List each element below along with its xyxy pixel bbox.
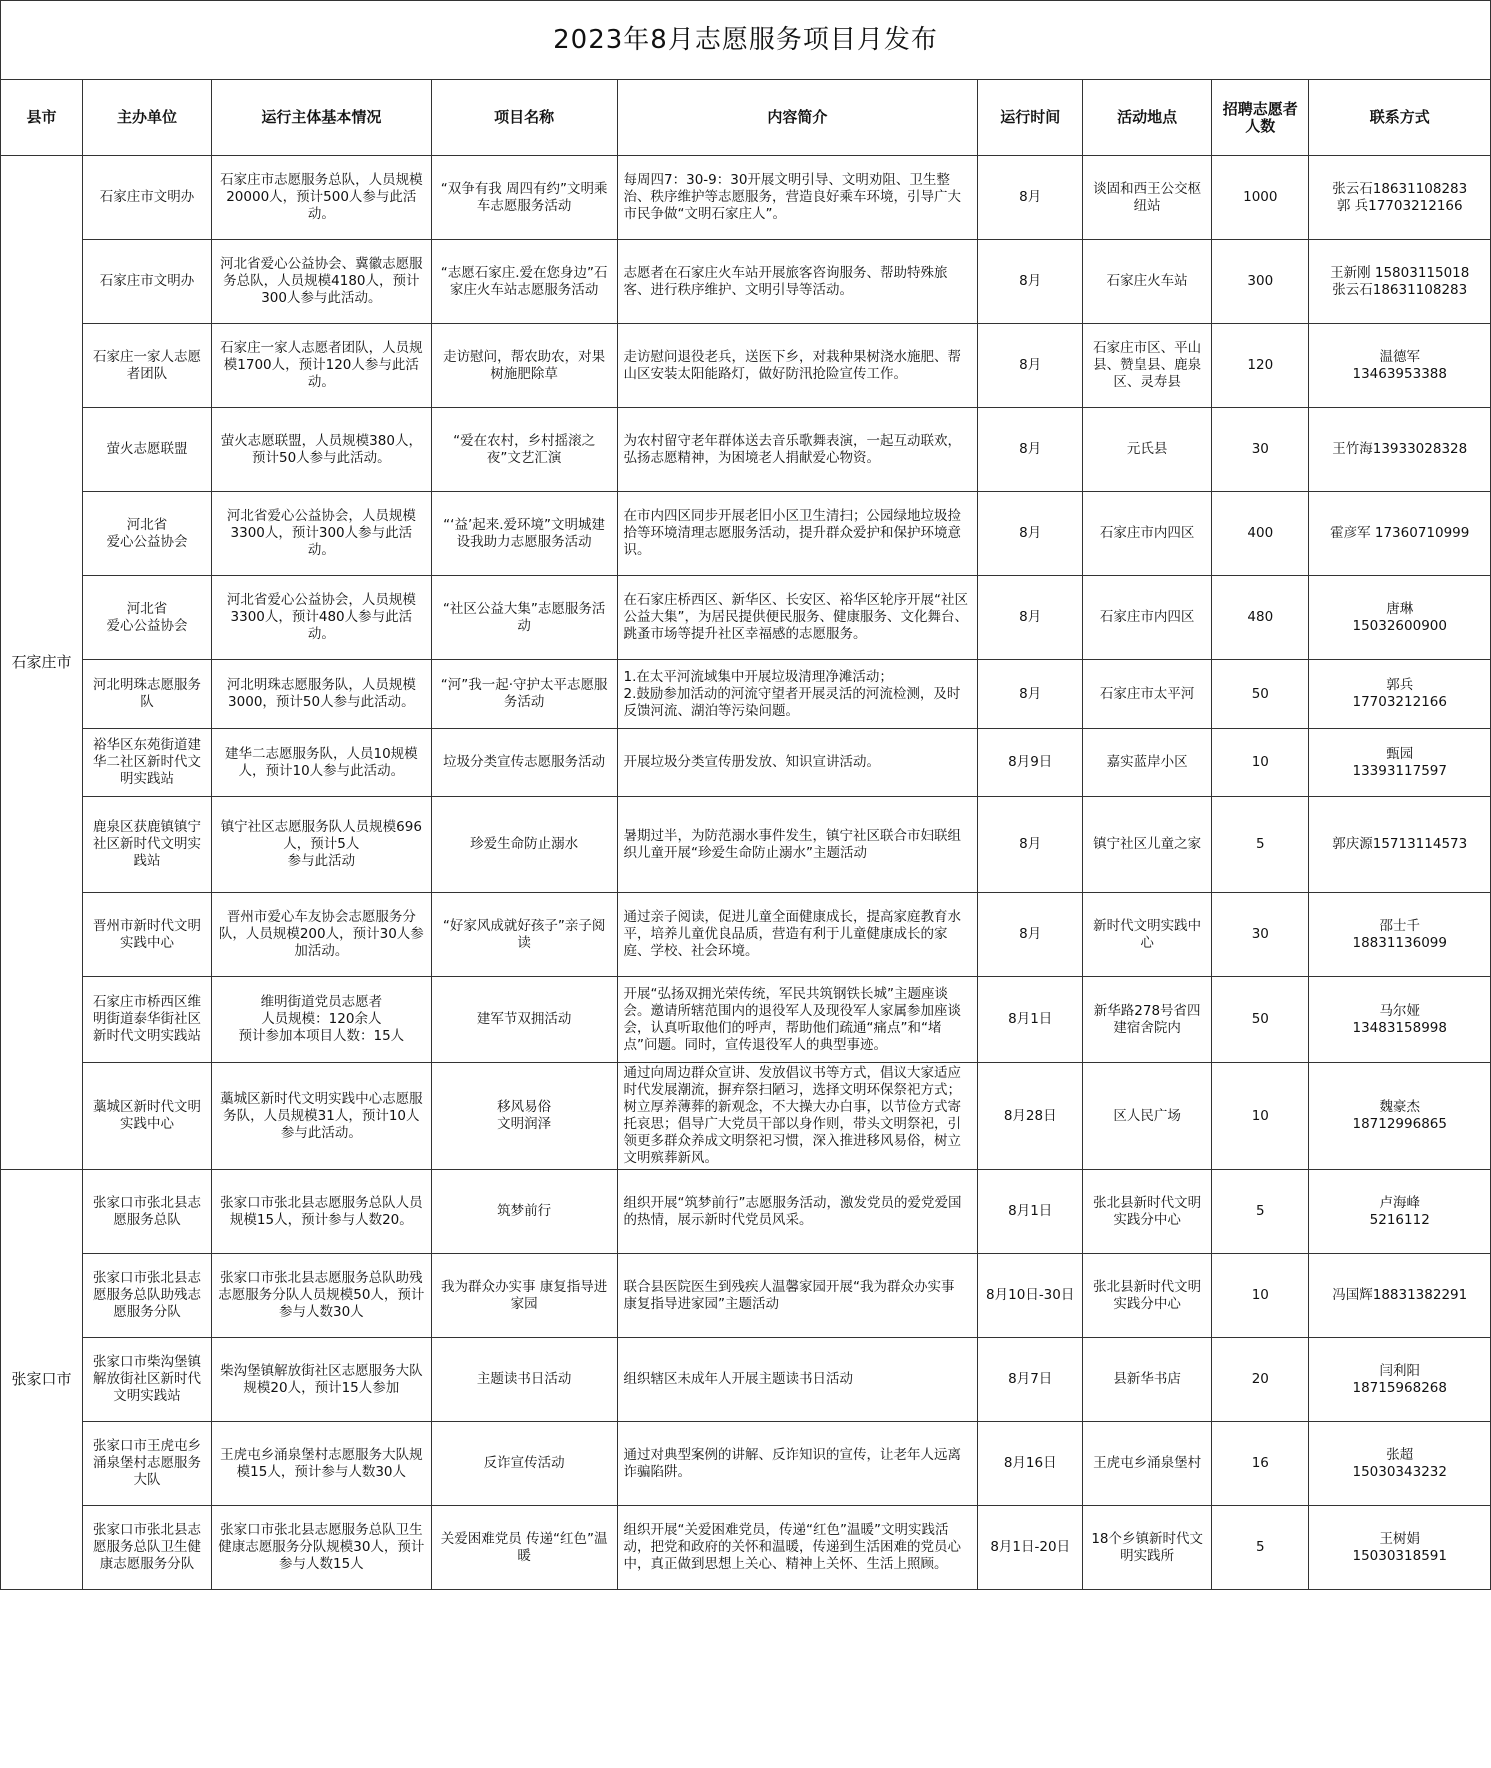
- project-name-cell: 关爱困难党员 传递“红色”温暖: [431, 1506, 617, 1590]
- organizer-cell: 裕华区东苑街道建华二社区新时代文明实践站: [82, 729, 211, 797]
- volunteer-count-cell: 20: [1212, 1338, 1309, 1422]
- project-name-cell: 走访慰问，帮农助农，对果树施肥除草: [431, 324, 617, 408]
- contact-line: 卢海峰: [1379, 1194, 1420, 1211]
- volunteer-count-cell: 10: [1212, 1063, 1309, 1170]
- contact-cell: [1309, 1170, 1491, 1254]
- basic-info-cell: 石家庄市志愿服务总队，人员规模20000人，预计500人参与此活动。: [211, 156, 431, 240]
- basic-info-cell: 石家庄一家人志愿者团队，人员规模1700人，预计120人参与此活动。: [211, 324, 431, 408]
- organizer-cell: 藁城区新时代文明实践中心: [82, 1063, 211, 1170]
- col-header-place: 活动地点: [1083, 80, 1212, 156]
- organizer-cell: 萤火志愿联盟: [82, 408, 211, 492]
- project-name-cell: 我为群众办实事 康复指导进家园: [431, 1254, 617, 1338]
- place-cell: 石家庄市内四区: [1083, 492, 1212, 576]
- volunteer-count-cell: 400: [1212, 492, 1309, 576]
- basic-info-cell: 张家口市张北县志愿服务总队助残志愿服务分队人员规模50人，预计参与人数30人: [211, 1254, 431, 1338]
- content-cell: 1.在太平河流域集中开展垃圾清理净滩活动； 2.鼓励参加活动的河流守望者开展灵活的河流检测，及时反馈河流、湖泊等污染问题。: [617, 660, 978, 729]
- project-name-cell: “‘益’起来.爱环境”文明城建设我助力志愿服务活动: [431, 492, 617, 576]
- contact-cell: [1309, 1338, 1491, 1422]
- col-header-project-name: 项目名称: [431, 80, 617, 156]
- content-cell: 每周四7：30-9：30开展文明引导、文明劝阻、卫生整治、秩序维护等志愿服务，营造良好乘车环境，引导广大市民争做“文明石家庄人”。: [617, 156, 978, 240]
- col-header-content: 内容简介: [617, 80, 978, 156]
- volunteer-count-cell: 120: [1212, 324, 1309, 408]
- page-title: 2023年8月志愿服务项目月发布: [1, 1, 1491, 80]
- table-row: [1, 660, 1491, 729]
- contact-line: 15032600900: [1352, 617, 1447, 634]
- place-cell: 新时代文明实践中心: [1083, 893, 1212, 977]
- contact-cell: [1309, 893, 1491, 977]
- content-cell: 在石家庄桥西区、新华区、长安区、裕华区轮序开展“社区公益大集”，为居民提供便民服务、健康服务、文化舞台、跳蚤市场等提升社区幸福感的志愿服务。: [617, 576, 978, 660]
- table-row: [1, 1506, 1491, 1590]
- content-cell: 开展“弘扬双拥光荣传统，军民共筑钢铁长城”主题座谈会。邀请所辖范围内的退役军人及现役军人家属参加座谈会，认真听取他们的呼声，帮助他们疏通“痛点”和“堵点”问题。同时，宣传退役军人的典型事迹。: [617, 977, 978, 1063]
- contact-cell: [1309, 1422, 1491, 1506]
- contact-line: 张超: [1386, 1446, 1414, 1463]
- place-cell: 新华路278号省四建宿舍院内: [1083, 977, 1212, 1063]
- header-row: [1, 80, 1491, 156]
- contact-line: 温德军: [1379, 348, 1420, 365]
- project-name-cell: “志愿石家庄.爱在您身边”石家庄火车站志愿服务活动: [431, 240, 617, 324]
- content-cell: 开展垃圾分类宣传册发放、知识宣讲活动。: [617, 729, 978, 797]
- contact-line: 13463953388: [1352, 365, 1447, 382]
- time-cell: 8月9日: [978, 729, 1083, 797]
- contact-cell: [1309, 408, 1491, 492]
- volunteer-count-cell: 10: [1212, 1254, 1309, 1338]
- basic-info-cell: 维明街道党员志愿者 人员规模：120余人 预计参加本项目人数：15人: [211, 977, 431, 1063]
- volunteer-count-cell: 5: [1212, 1170, 1309, 1254]
- organizer-cell: 石家庄市文明办: [82, 240, 211, 324]
- time-cell: 8月: [978, 492, 1083, 576]
- table-row: [1, 1170, 1491, 1254]
- basic-info-cell: 建华二志愿服务队，人员10规模人，预计10人参与此活动。: [211, 729, 431, 797]
- place-cell: 石家庄火车站: [1083, 240, 1212, 324]
- table-row: [1, 893, 1491, 977]
- project-name-cell: 主题读书日活动: [431, 1338, 617, 1422]
- basic-info-cell: 镇宁社区志愿服务队人员规模696人，预计5人 参与此活动: [211, 797, 431, 893]
- contact-cell: [1309, 797, 1491, 893]
- contact-line: 王新刚 15803115018: [1330, 264, 1470, 281]
- table-row: [1, 977, 1491, 1063]
- content-cell: 通过对典型案例的讲解、反诈知识的宣传，让老年人远离诈骗陷阱。: [617, 1422, 978, 1506]
- table-row: [1, 729, 1491, 797]
- content-cell: 志愿者在石家庄火车站开展旅客咨询服务、帮助特殊旅客、进行秩序维护、文明引导等活动。: [617, 240, 978, 324]
- table-row: [1, 324, 1491, 408]
- time-cell: 8月16日: [978, 1422, 1083, 1506]
- contact-line: 马尔娅: [1379, 1002, 1420, 1019]
- contact-cell: [1309, 977, 1491, 1063]
- contact-cell: [1309, 492, 1491, 576]
- table-row: [1, 1422, 1491, 1506]
- basic-info-cell: 藁城区新时代文明实践中心志愿服务队，人员规模31人，预计10人参与此活动。: [211, 1063, 431, 1170]
- table-row: [1, 156, 1491, 240]
- time-cell: 8月7日: [978, 1338, 1083, 1422]
- basic-info-cell: 河北省爱心公益协会、冀徽志愿服务总队，人员规模4180人，预计300人参与此活动。: [211, 240, 431, 324]
- volunteer-count-cell: 5: [1212, 797, 1309, 893]
- place-cell: 谈固和西王公交枢纽站: [1083, 156, 1212, 240]
- project-name-cell: 移风易俗 文明润泽: [431, 1063, 617, 1170]
- time-cell: 8月: [978, 240, 1083, 324]
- contact-line: 冯国辉18831382291: [1332, 1287, 1468, 1303]
- organizer-cell: 河北省 爱心公益协会: [82, 576, 211, 660]
- volunteer-count-cell: 480: [1212, 576, 1309, 660]
- col-header-basic-info: 运行主体基本情况: [211, 80, 431, 156]
- contact-cell: [1309, 660, 1491, 729]
- content-cell: 通过向周边群众宣讲、发放倡议书等方式，倡议大家适应时代发展潮流，摒弃祭扫陋习，选择文明环保祭祀方式；树立厚养薄葬的新观念，不大操大办白事，以节俭方式寄托哀思；倡导广大党员干部以身作则，带头文明祭祀，引领更多群众养成文明祭祀习惯，深入推进移风易俗，树立文明殡葬新风。: [617, 1063, 978, 1170]
- contact-cell: [1309, 1506, 1491, 1590]
- contact-line: 18831136099: [1352, 934, 1447, 951]
- contact-cell: [1309, 240, 1491, 324]
- volunteer-count-cell: 30: [1212, 893, 1309, 977]
- place-cell: 石家庄市内四区: [1083, 576, 1212, 660]
- table-row: [1, 240, 1491, 324]
- content-cell: 在市内四区同步开展老旧小区卫生清扫；公园绿地垃圾捡拾等环境清理志愿服务活动，提升群众爱护和保护环境意识。: [617, 492, 978, 576]
- organizer-cell: 鹿泉区获鹿镇镇宁社区新时代文明实践站: [82, 797, 211, 893]
- time-cell: 8月: [978, 660, 1083, 729]
- place-cell: 镇宁社区儿童之家: [1083, 797, 1212, 893]
- volunteer-count-cell: 30: [1212, 408, 1309, 492]
- volunteer-count-cell: 1000: [1212, 156, 1309, 240]
- contact-line: 张云石18631108283: [1332, 180, 1468, 197]
- contact-line: 闫利阳: [1379, 1362, 1420, 1379]
- project-name-cell: 垃圾分类宣传志愿服务活动: [431, 729, 617, 797]
- contact-line: 13393117597: [1352, 762, 1447, 779]
- project-name-cell: “社区公益大集”志愿服务活动: [431, 576, 617, 660]
- basic-info-cell: 柴沟堡镇解放街社区志愿服务大队规模20人，预计15人参加: [211, 1338, 431, 1422]
- organizer-cell: 石家庄一家人志愿者团队: [82, 324, 211, 408]
- content-cell: 暑期过半，为防范溺水事件发生，镇宁社区联合市妇联组织儿童开展“珍爱生命防止溺水”主题活动: [617, 797, 978, 893]
- col-header-volunteer-count: 招聘志愿者人数: [1212, 80, 1309, 156]
- contact-line: 郭 兵17703212166: [1336, 197, 1463, 214]
- contact-cell: [1309, 156, 1491, 240]
- contact-line: 甄园: [1386, 745, 1414, 762]
- contact-cell: [1309, 729, 1491, 797]
- contact-line: 13483158998: [1352, 1019, 1447, 1036]
- organizer-cell: 河北明珠志愿服务队: [82, 660, 211, 729]
- contact-line: 17703212166: [1352, 694, 1447, 710]
- time-cell: 8月10日-30日: [978, 1254, 1083, 1338]
- organizer-cell: 晋州市新时代文明实践中心: [82, 893, 211, 977]
- organizer-cell: 张家口市张北县志愿服务总队: [82, 1170, 211, 1254]
- organizer-cell: 张家口市王虎屯乡涌泉堡村志愿服务大队: [82, 1422, 211, 1506]
- content-cell: 组织开展“筑梦前行”志愿服务活动，激发党员的爱党爱国的热情，展示新时代党员风采。: [617, 1170, 978, 1254]
- place-cell: 张北县新时代文明实践分中心: [1083, 1170, 1212, 1254]
- contact-line: 15030343232: [1352, 1463, 1447, 1480]
- place-cell: 张北县新时代文明实践分中心: [1083, 1254, 1212, 1338]
- place-cell: 元氏县: [1083, 408, 1212, 492]
- contact-line: 15030318591: [1352, 1547, 1447, 1564]
- content-cell: 联合县医院医生到残疾人温馨家园开展“我为群众办实事 康复指导进家园”主题活动: [617, 1254, 978, 1338]
- project-name-cell: “爱在农村，乡村摇滚之夜”文艺汇演: [431, 408, 617, 492]
- place-cell: 石家庄市区、平山县、赞皇县、鹿泉区、灵寿县: [1083, 324, 1212, 408]
- volunteer-count-cell: 16: [1212, 1422, 1309, 1506]
- time-cell: 8月: [978, 408, 1083, 492]
- col-header-organizer: 主办单位: [82, 80, 211, 156]
- contact-line: 唐琳: [1386, 600, 1414, 617]
- contact-line: 郭兵: [1386, 677, 1414, 693]
- project-name-cell: 筑梦前行: [431, 1170, 617, 1254]
- col-header-county: 县市: [1, 80, 83, 156]
- contact-line: 霍彦军 17360710999: [1330, 525, 1470, 541]
- basic-info-cell: 晋州市爱心车友协会志愿服务分队，人员规模200人，预计30人参加活动。: [211, 893, 431, 977]
- project-name-cell: “好家风成就好孩子”亲子阅读: [431, 893, 617, 977]
- time-cell: 8月: [978, 324, 1083, 408]
- col-header-contact: 联系方式: [1309, 80, 1491, 156]
- contact-line: 邵士千: [1379, 917, 1420, 934]
- table-row: [1, 1338, 1491, 1422]
- contact-line: 魏豪杰: [1379, 1099, 1420, 1115]
- volunteer-count-cell: 50: [1212, 977, 1309, 1063]
- contact-cell: [1309, 324, 1491, 408]
- time-cell: 8月1日: [978, 1170, 1083, 1254]
- table-row: [1, 408, 1491, 492]
- county-cell: 石家庄市: [1, 156, 83, 1170]
- content-cell: 通过亲子阅读，促进儿童全面健康成长，提高家庭教育水平，培养儿童优良品质，营造有利于儿童健康成长的家庭、学校、社会环境。: [617, 893, 978, 977]
- content-cell: 为农村留守老年群体送去音乐歌舞表演，一起互动联欢，弘扬志愿精神，为困境老人捐献爱心物资。: [617, 408, 978, 492]
- content-cell: 组织开展“关爱困难党员，传递“红色”温暖”文明实践活动，把党和政府的关怀和温暖，传递到生活困难的党员心中，真正做到思想上关心、精神上关怀、生活上照顾。: [617, 1506, 978, 1590]
- basic-info-cell: 王虎屯乡涌泉堡村志愿服务大队规模15人，预计参与人数30人: [211, 1422, 431, 1506]
- time-cell: 8月: [978, 797, 1083, 893]
- organizer-cell: 河北省 爱心公益协会: [82, 492, 211, 576]
- project-name-cell: 反诈宣传活动: [431, 1422, 617, 1506]
- time-cell: 8月: [978, 576, 1083, 660]
- time-cell: 8月28日: [978, 1063, 1083, 1170]
- contact-line: 18712996865: [1352, 1116, 1447, 1132]
- volunteer-count-cell: 50: [1212, 660, 1309, 729]
- basic-info-cell: 张家口市张北县志愿服务总队人员规模15人，预计参与人数20。: [211, 1170, 431, 1254]
- volunteer-count-cell: 5: [1212, 1506, 1309, 1590]
- basic-info-cell: 河北省爱心公益协会，人员规模3300人，预计480人参与此活动。: [211, 576, 431, 660]
- table-row: [1, 1254, 1491, 1338]
- basic-info-cell: 萤火志愿联盟，人员规模380人，预计50人参与此活动。: [211, 408, 431, 492]
- volunteer-count-cell: 10: [1212, 729, 1309, 797]
- contact-line: 5216112: [1369, 1211, 1430, 1228]
- basic-info-cell: 河北明珠志愿服务队，人员规模3000，预计50人参与此活动。: [211, 660, 431, 729]
- table-row: [1, 797, 1491, 893]
- project-name-cell: “双争有我 周四有约”文明乘车志愿服务活动: [431, 156, 617, 240]
- organizer-cell: 张家口市张北县志愿服务总队卫生健康志愿服务分队: [82, 1506, 211, 1590]
- contact-line: 张云石18631108283: [1332, 281, 1468, 298]
- content-cell: 走访慰问退役老兵，送医下乡，对栽种果树浇水施肥、帮山区安装太阳能路灯，做好防汛抢险宣传工作。: [617, 324, 978, 408]
- table-row: [1, 1063, 1491, 1170]
- table-row: [1, 492, 1491, 576]
- time-cell: 8月: [978, 156, 1083, 240]
- time-cell: 8月1日-20日: [978, 1506, 1083, 1590]
- place-cell: 嘉实蓝岸小区: [1083, 729, 1212, 797]
- content-cell: 组织辖区未成年人开展主题读书日活动: [617, 1338, 978, 1422]
- organizer-cell: 石家庄市桥西区维明街道泰华街社区新时代文明实践站: [82, 977, 211, 1063]
- organizer-cell: 石家庄市文明办: [82, 156, 211, 240]
- volunteer-count-cell: 300: [1212, 240, 1309, 324]
- contact-line: 王竹海13933028328: [1332, 441, 1468, 457]
- county-cell: 张家口市: [1, 1170, 83, 1590]
- table-body: [1, 156, 1491, 1590]
- place-cell: 石家庄市太平河: [1083, 660, 1212, 729]
- place-cell: 王虎屯乡涌泉堡村: [1083, 1422, 1212, 1506]
- organizer-cell: 张家口市柴沟堡镇解放街社区新时代文明实践站: [82, 1338, 211, 1422]
- organizer-cell: 张家口市张北县志愿服务总队助残志愿服务分队: [82, 1254, 211, 1338]
- contact-line: 18715968268: [1352, 1379, 1447, 1396]
- contact-line: 王树娟: [1379, 1530, 1420, 1547]
- time-cell: 8月1日: [978, 977, 1083, 1063]
- contact-cell: [1309, 1063, 1491, 1170]
- contact-line: 郭庆源15713114573: [1332, 836, 1468, 852]
- project-name-cell: 珍爱生命防止溺水: [431, 797, 617, 893]
- basic-info-cell: 河北省爱心公益协会，人员规模3300人，预计300人参与此活动。: [211, 492, 431, 576]
- basic-info-cell: 张家口市张北县志愿服务总队卫生健康志愿服务分队规模30人，预计参与人数15人: [211, 1506, 431, 1590]
- time-cell: 8月: [978, 893, 1083, 977]
- project-name-cell: “河”我一起·守护太平志愿服务活动: [431, 660, 617, 729]
- place-cell: 区人民广场: [1083, 1063, 1212, 1170]
- table-row: [1, 576, 1491, 660]
- contact-cell: [1309, 1254, 1491, 1338]
- col-header-time: 运行时间: [978, 80, 1083, 156]
- project-name-cell: 建军节双拥活动: [431, 977, 617, 1063]
- place-cell: 县新华书店: [1083, 1338, 1212, 1422]
- place-cell: 18个乡镇新时代文明实践所: [1083, 1506, 1212, 1590]
- contact-cell: [1309, 576, 1491, 660]
